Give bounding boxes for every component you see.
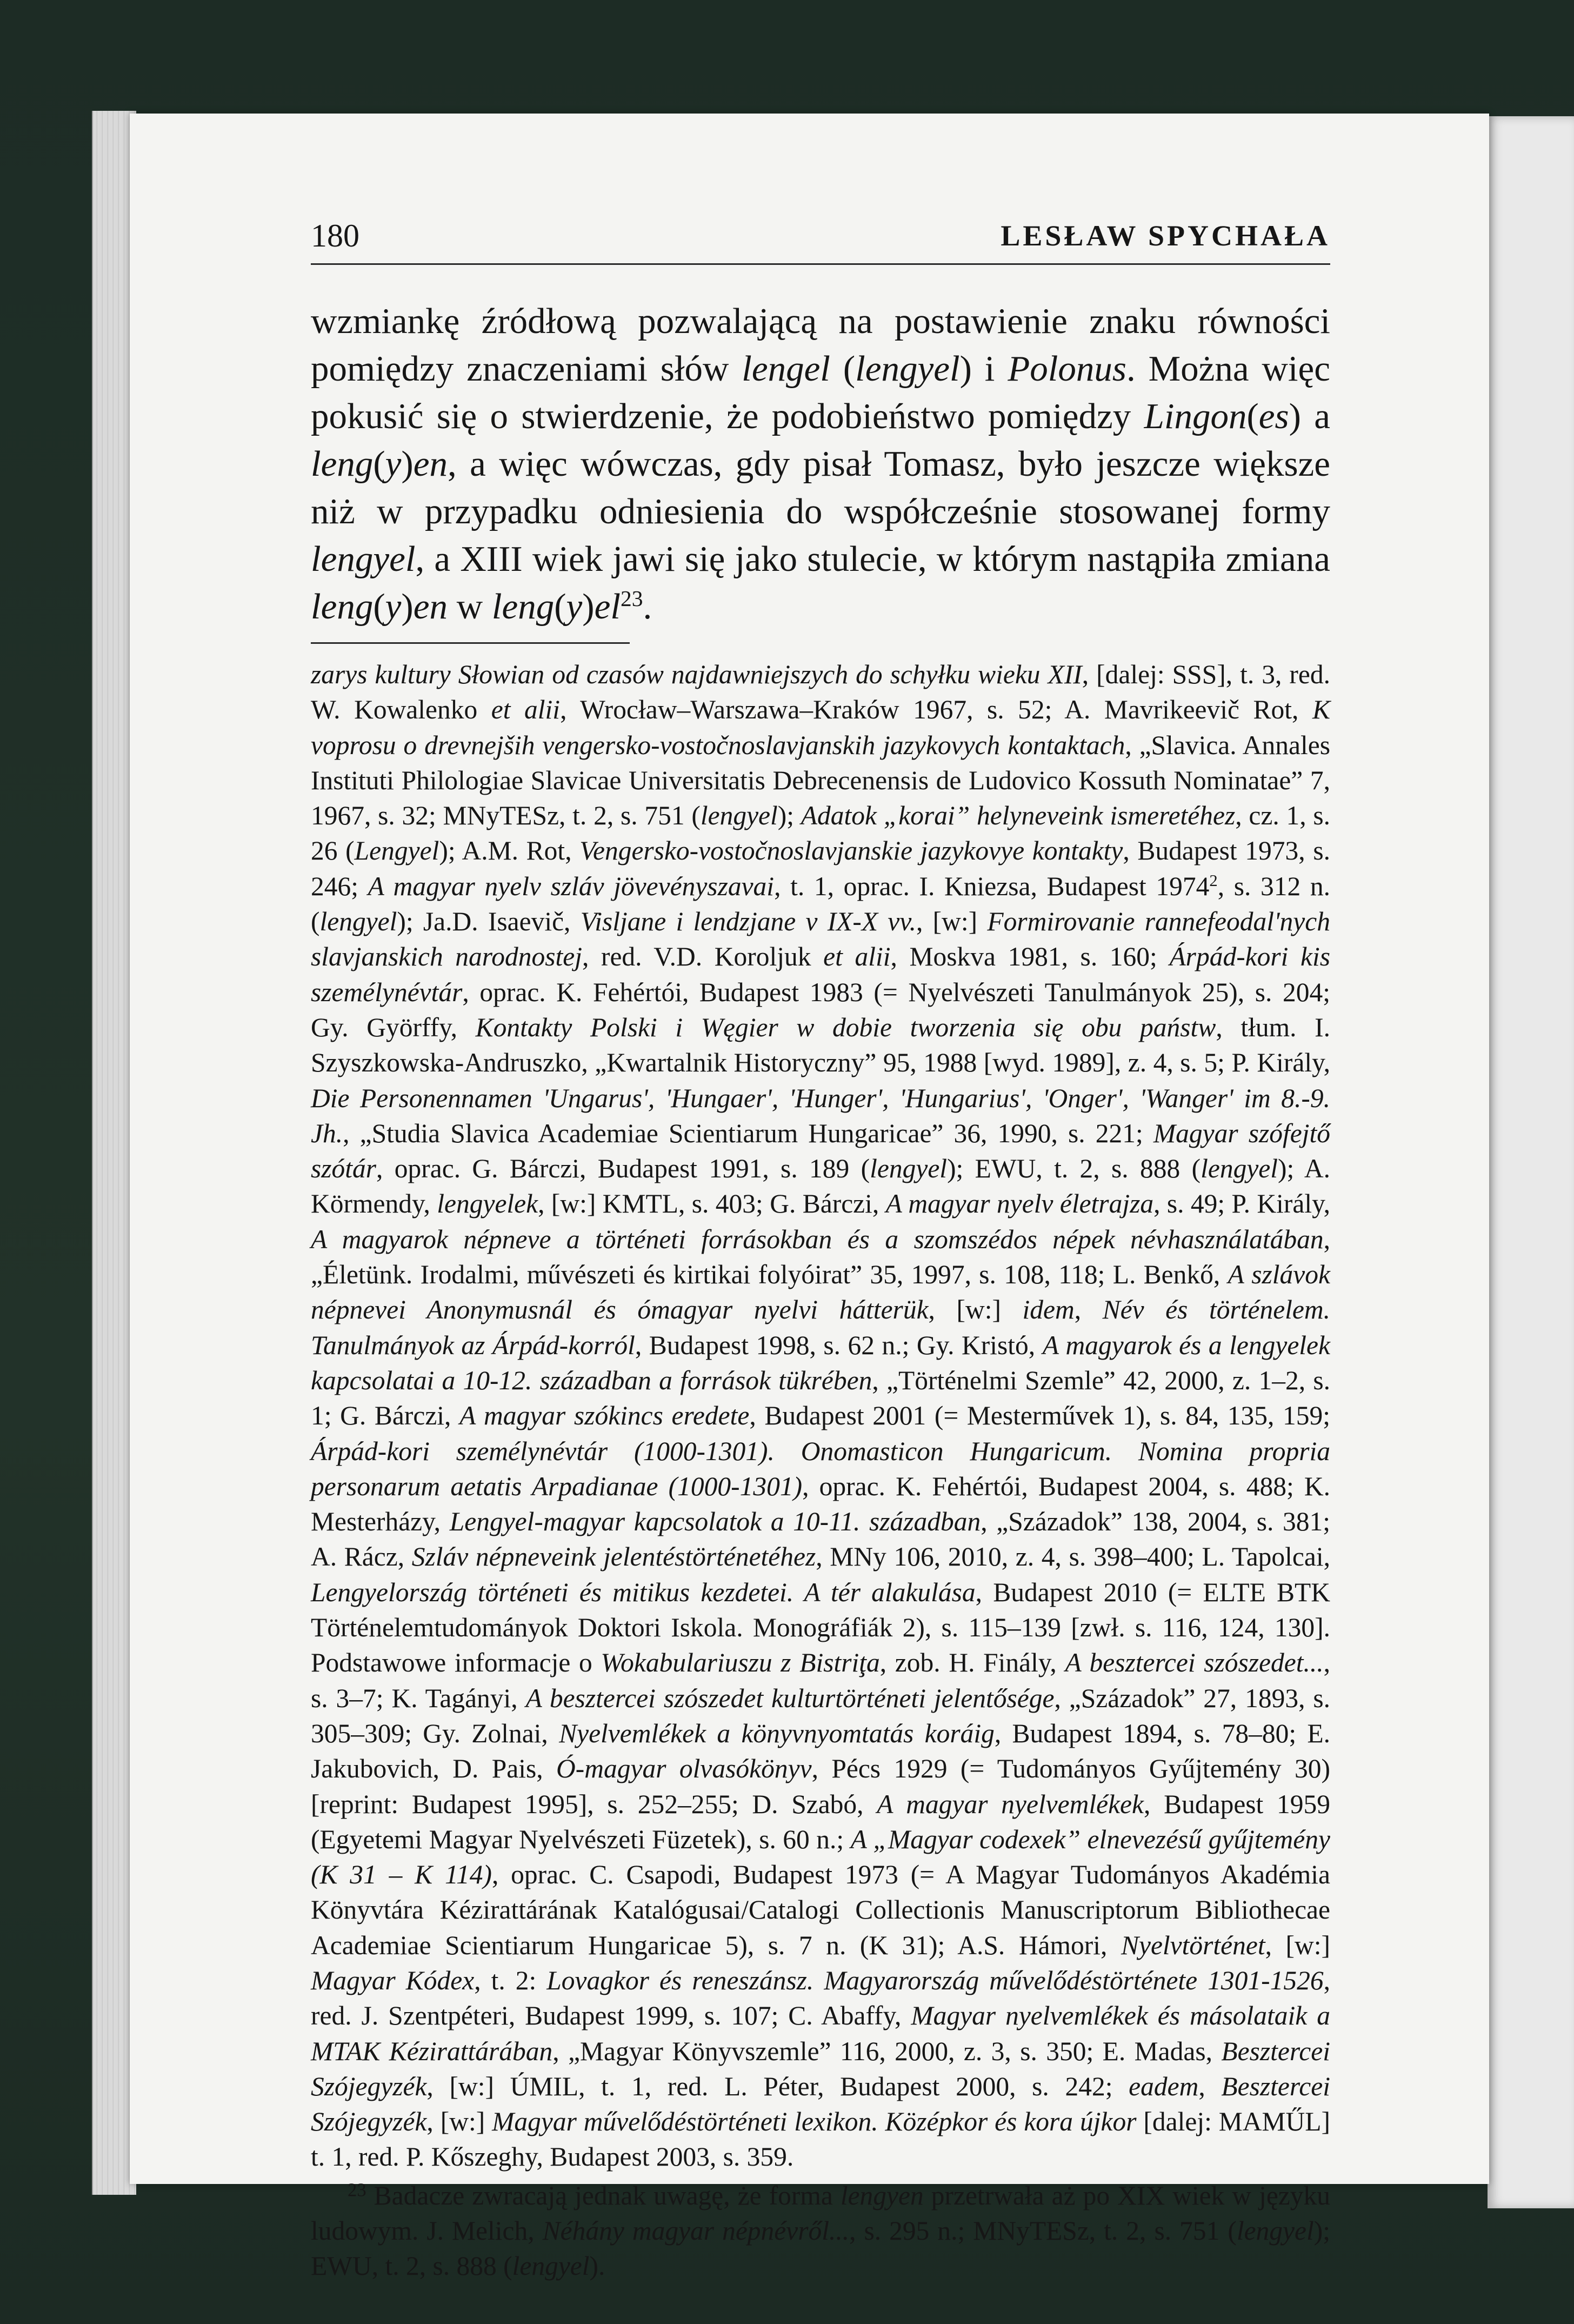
footnote-continuation: zarys kultury Słowian od czasów najdawniejszych do schyłku wieku XII, [dalej: SSS], t. 3, red. W. Kowalenko et alii, Wrocław–Warszawa–Kraków 1967, s. 52; A. Mavrikeevič Rot, K voprosu o drevnejših vengersko-vostočnoslavjanskih jazykovych kontaktach, „Slavica. Annales Instituti Philologiae Slavicae Universitatis Debrecenensis de Ludovico Kossuth Nominatae” 7, 1967, s. 32; MNyTESz, t. 2, s. 751 (lengyel); Adatok „korai” helyneveink ismeretéhez, cz. 1, s. 26 (Lengyel); A.M. Rot, Vengersko-vostočnoslavjanskie jazykovye kontakty, Budapest 1973, s. 246; A magyar nyelv szláv jövevényszavai, t. 1, oprac. I. Kniezsa, Budapest 1974$^2$, s. 312 n. (lengyel); Ja.D. Isaevič, Visljane i lendzjane v IX-X vv., [w:] Formirovanie rannefeodal'nych slavjanskich narodnostej, red. V.D. Koroljuk et alii, Moskva 1981, s. 160; Árpád-kori kis személynévtár, oprac. K. Fehértói, Budapest 1983 (= Nyelvészeti Tanulmányok 25), s. 204; Gy. Györffy, Kontakty Polski i Węgier w dobie tworzenia się obu państw, tłum. I. Szyszkowska-Andruszko, „Kwartalnik Historyczny” 95, 1988 [wyd. 1989], z. 4, s. 5; P. Király, Die Personennamen 'Ungarus', 'Hungaer', 'Hunger', 'Hungarius', 'Onger', 'Wanger' im 8.-9. Jh., „Studia Slavica Academiae Scientiarum Hungaricae” 36, 1990, s. 221; Magyar szófejtő szótár, oprac. G. Bárczi, Budapest 1991, s. 189 (lengyel); EWU, t. 2, s. 888 (lengyel); A. Körmendy, lengyelek, [w:] KMTL, s. 403; G. Bárczi, A magyar nyelv életrajza, s. 49; P. Király, A magyarok népneve a történeti forrásokban és a szomszédos népek névhasználatában, „Életünk. Irodalmi, művészeti és kirtikai folyóirat” 35, 1997, s. 108, 118; L. Benkő, A szlávok népnevei Anonymusnál és ómagyar nyelvi hátterük, [w:] idem, Név és történelem. Tanulmányok az Árpád-korról, Budapest 1998, s. 62 n.; Gy. Kristó, A magyarok és a lengyelek kapcsolatai a 10-12. században a források tükrében, „Történelmi Szemle” 42, 2000, z. 1–2, s. 1; G. Bárczi, A magyar szókincs eredete, Budapest 2001 (= Mesterművek 1), s. 84, 135, 159; Árpád-kori személynévtár (1000-1301). Onomasticon Hungaricum. Nomina propria personarum aetatis Arpadianae (1000-1301), oprac. K. Fehértói, Budapest 2004, s. 488; K. Mesterházy, Lengyel-magyar kapcsolatok a 10-11. században, „Századok” 138, 2004, s. 381; A. Rácz, Szláv népneveink jelentéstörténetéhez, MNy 106, 2010, z. 4, s. 398–400; L. Tapolcai, Lengyelország történeti és mitikus kezdetei. A tér alakulása, Budapest 2010 (= ELTE BTK Történelemtudományok Doktori Iskola. Monográfiák 2), s. 115–139 [zwł. s. 116, 124, 130]. Podstawowe informacje o Wokabulariuszu z Bistriţa, zob. H. Finály, A besztercei szószedet..., s. 3–7; K. Tagányi, A besztercei szószedet kulturtörténeti jelentősége, „Századok” 27, 1893, s. 305–309; Gy. Zolnai, Nyelvemlékek a könyvnyomtatás koráig, Budapest 1894, s. 78–80; E. Jakubovich, D. Pais, Ó-magyar olvasókönyv, Pécs 1929 (= Tudományos Gyűjtemény 30) [reprint: Budapest 1995], s. 252–255; D. Szabó, A magyar nyelvemlékek, Budapest 1959 (Egyetemi Magyar Nyelvészeti Füzetek), s. 60 n.; A „Magyar codexek” elnevezésű gyűjtemény (K 31 – K 114), oprac. C. Csapodi, Budapest 1973 (= A Magyar Tudományos Akadémia Könyvtára Kézirattárának Katalógusai/Catalogi Collectionis Manuscriptorum Bibliothecae Academiae Scientiarum Hungaricae 5), s. 7 n. (K 31); A.S. Hámori, Nyelvtörténet, [w:] Magyar Kódex, t. 2: Lovagkor és reneszánsz. Magyarország művelődéstörténete 1301-1526, red. J. Szentpéteri, Budapest 1999, s. 107; C. Abaffy, Magyar nyelvemlékek és másolataik a MTAK Kézirattárában, „Magyar Könyvszemle” 116, 2000, z. 3, s. 350; E. Madas, Besztercei Szójegyzék, [w:] ÚMIL, t. 1, red. L. Péter, Budapest 2000, s. 242; eadem, Besztercei Szójegyzék, [w:] Magyar művelődéstörténeti lexikon. Középkor és kora újkor [dalej: MAMŰL] t. 1, red. P. Kőszeghy, Budapest 2003, s. 359. <box>311 660 1331 2172</box>
page-number: 180 <box>311 218 359 254</box>
book-page <box>130 114 1489 2281</box>
footnote-23 <box>311 2178 1330 2284</box>
running-head <box>311 212 1330 265</box>
footnote-23-text: Badacze zwracają jednak uwagę, że forma lengyen przetrwała aż po XIX wiek w języku ludowym. J. Melich, Néhány magyar népnévről..., s. 295 n.; MNyTESz, t. 2, s. 751 (lengyel); EWU, t. 2, s. 888 (lengyel). <box>311 2180 1331 2281</box>
running-head-author: LESŁAW SPYCHAŁA <box>1001 219 1330 252</box>
footnotes <box>311 657 1330 2284</box>
body-text <box>311 297 1330 630</box>
adjacent-page-edge <box>1488 116 1574 2208</box>
footnote-23-number: 23 <box>348 2180 366 2201</box>
body-paragraph: wzmiankę źródłową pozwalającą na postawienie znaku równości pomiędzy znaczeniami słów lengel (lengyel) i Polonus. Można więc pokusić się o stwierdzenie, że podobieństwo pomiędzy Lingon(es) a leng(y)en, a więc wówczas, gdy pisał Tomasz, było jeszcze większe niż w przypadku odniesienia do współcześnie stosowanej formy lengyel, a XIII wiek jawi się jako stulecie, w którym nastąpiła zmiana leng(y)en w $leng(y)el^{23}$. <box>311 301 1330 627</box>
footnote-separator <box>311 642 630 644</box>
page-content <box>311 212 1330 2284</box>
